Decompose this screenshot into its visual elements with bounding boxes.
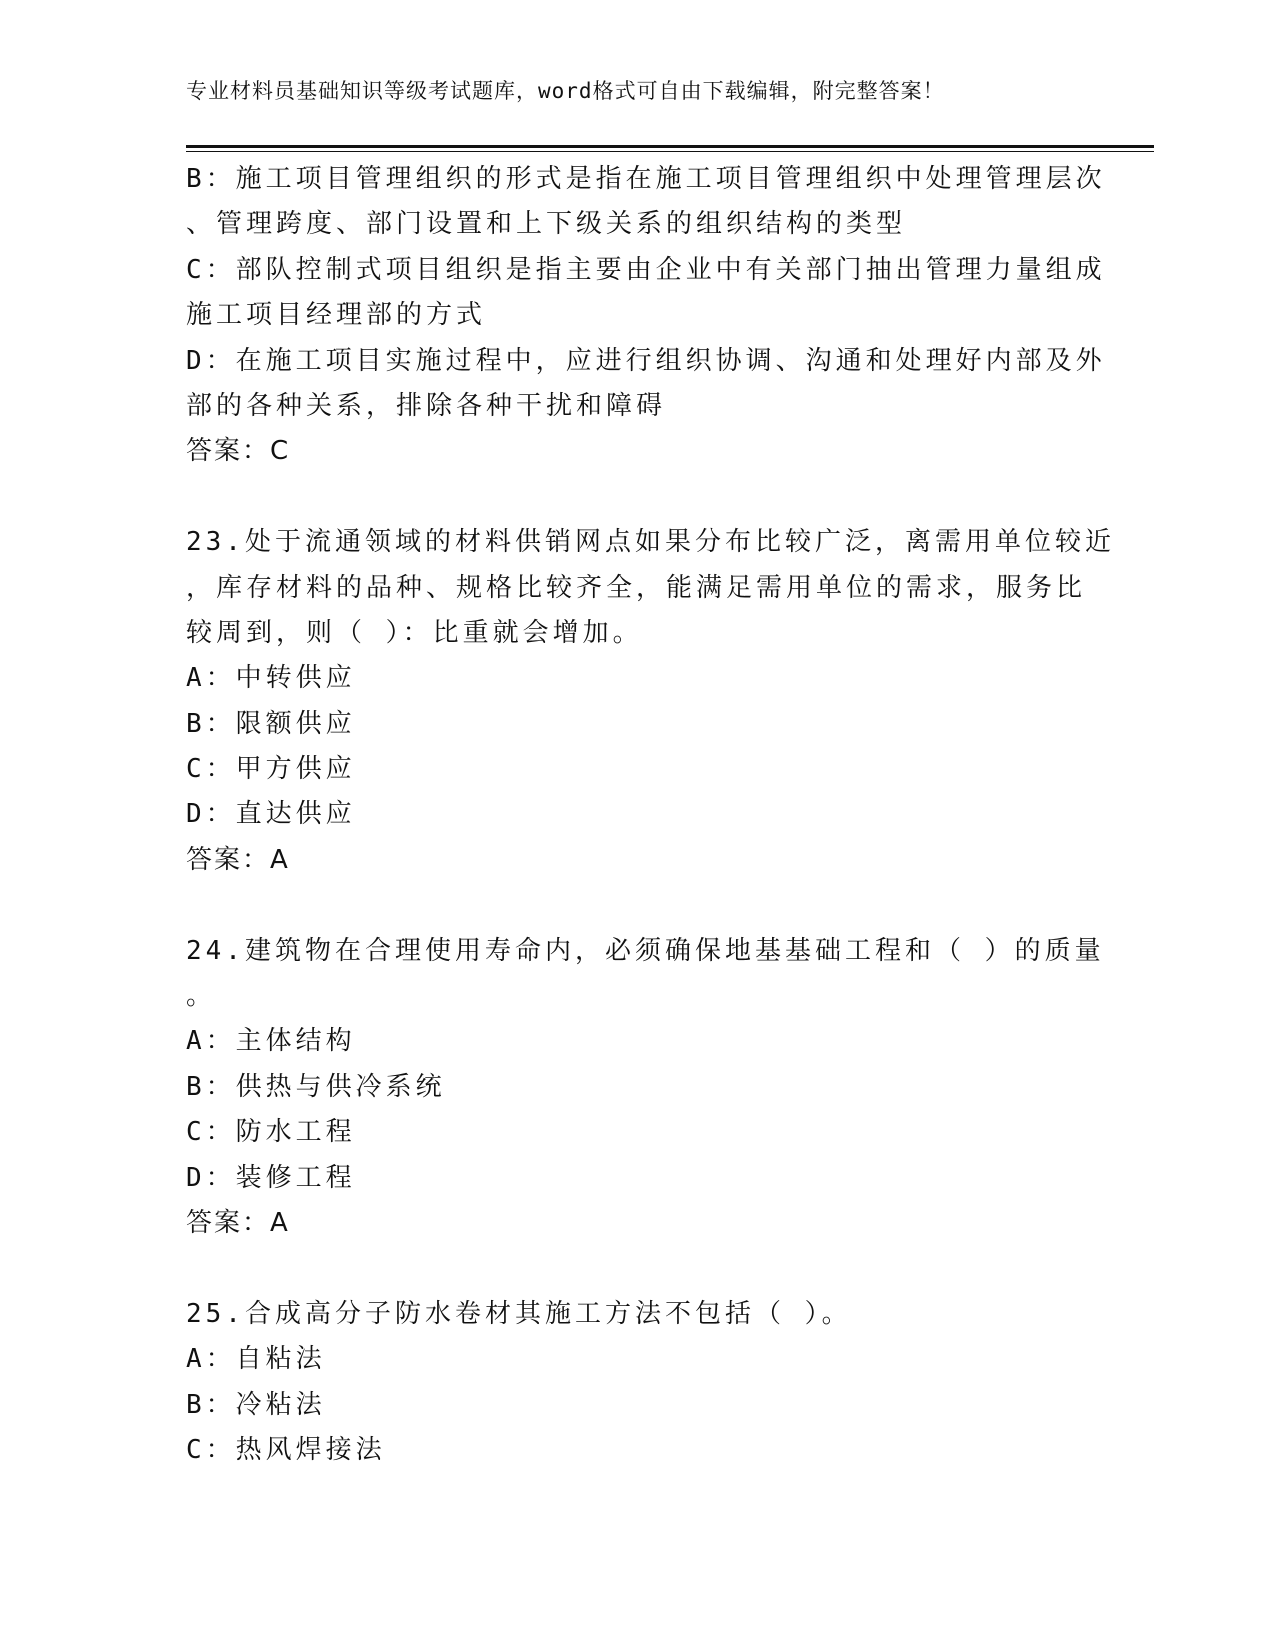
q25-option-c: C：热风焊接法: [186, 1434, 386, 1465]
q24-option-a: A：主体结构: [186, 1026, 356, 1057]
question-25: [186, 1292, 1086, 1474]
question-23: [186, 520, 1115, 883]
q25-option-a: A：自粘法: [186, 1344, 326, 1375]
header-rule-thin: [186, 151, 1154, 152]
q23-stem-line2: ，库存材料的品种、规格比较齐全，能满足需用单位的需求，服务比: [186, 572, 1087, 603]
q24-stem-line1: 24.建筑物在合理使用寿命内，必须确保地基基础工程和（ ）的质量: [186, 935, 1105, 966]
spacer: [186, 883, 1086, 928]
q23-stem-line1: 23.处于流通领域的材料供销网点如果分布比较广泛，离需用单位较近: [186, 527, 1115, 558]
q23-stem-line3: 较周到，则（ ）：比重就会增加。: [186, 617, 643, 648]
q22-option-d-line2: 部的各种关系，排除各种干扰和障碍: [186, 390, 667, 421]
q22-option-c-line2: 施工项目经理部的方式: [186, 300, 487, 331]
q23-option-b: B：限额供应: [186, 708, 356, 739]
question-content: [186, 157, 1115, 1473]
q22-option-b-line2: 、管理跨度、部门设置和上下级关系的组织结构的类型: [186, 209, 907, 240]
spacer: [186, 475, 1086, 520]
q23-option-d: D：直达供应: [186, 799, 356, 830]
q23-option-a: A：中转供应: [186, 663, 356, 694]
q24-stem-line2: 。: [186, 981, 217, 1012]
q22-option-b-line1: B：施工项目管理组织的形式是指在施工项目管理组织中处理管理层次: [186, 164, 1106, 194]
q24-answer: 答案：A: [186, 1207, 290, 1238]
q22-answer: 答案：C: [186, 436, 291, 467]
q24-option-c: C：防水工程: [186, 1117, 356, 1148]
spacer: [186, 1246, 1086, 1291]
q24-option-b: B：供热与供冷系统: [186, 1071, 446, 1102]
question-22: [186, 157, 1106, 475]
q23-answer: 答案：A: [186, 844, 290, 875]
q24-option-d: D：装修工程: [186, 1162, 356, 1193]
q23-option-c: C：甲方供应: [186, 754, 356, 785]
q25-option-b: B：冷粘法: [186, 1389, 326, 1420]
header-rule-thick: [186, 145, 1154, 148]
q25-stem-line1: 25.合成高分子防水卷材其施工方法不包括（ ）。: [186, 1298, 852, 1329]
question-24: [186, 929, 1105, 1247]
q22-option-d-line1: D：在施工项目实施过程中，应进行组织协调、沟通和处理好内部及外: [186, 345, 1106, 376]
q22-option-c-line1: C：部队控制式项目组织是指主要由企业中有关部门抽出管理力量组成: [186, 254, 1106, 285]
page-header: 专业材料员基础知识等级考试题库，word格式可自由下载编辑，附完整答案！: [186, 79, 945, 103]
